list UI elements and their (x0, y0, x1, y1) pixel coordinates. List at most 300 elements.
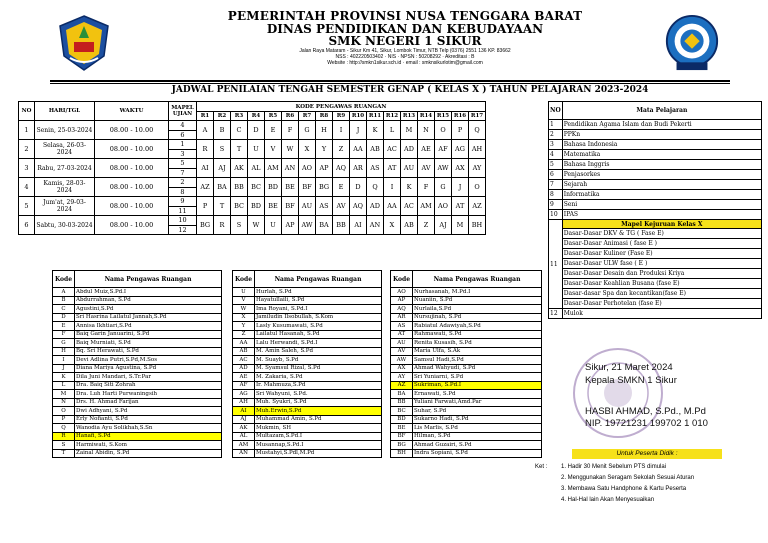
supervisor-row (233, 305, 382, 314)
supervisor-code-cell: L (384, 121, 401, 140)
kejuruan-subject: Dasar-dasar Spa dan kecantikan(fase E) (562, 289, 761, 299)
subject-row (549, 150, 762, 160)
subject-no: 2 (549, 130, 563, 140)
supervisor-code: BD (391, 415, 413, 424)
supervisor-code: AS (391, 322, 413, 331)
supervisor-header-row (53, 271, 222, 288)
schedule-row (19, 197, 486, 207)
supervisor-row (391, 347, 542, 356)
sign-role: Kepala SMKN 1 Sikur (585, 374, 677, 386)
supervisor-name: M. Amin Saleh, S.Pd (255, 347, 382, 356)
row-day-date: Selasa, 26-03-2024 (35, 140, 95, 159)
supervisor-row (233, 424, 382, 433)
kejuruan-subject: Dasar-Dasar ULW fase ( E ) (562, 259, 761, 269)
supervisor-code-cell: AB (367, 140, 384, 159)
supervisor-code-cell: AU (299, 197, 316, 216)
kejuruan-header-row (549, 220, 762, 229)
note-item (535, 484, 694, 495)
supervisor-code-cell: AL (248, 159, 265, 178)
sign-name: HASBI AHMAD, S.Pd., M.Pd (585, 405, 706, 417)
row-day-date: Jum'at, 29-03-2024 (35, 197, 95, 216)
schedule-row (19, 121, 486, 131)
row-no: 1 (19, 121, 35, 140)
schedule-row (19, 140, 486, 150)
row-time: 08.00 - 10.00 (95, 121, 169, 140)
supervisor-code-cell: BF (282, 197, 299, 216)
supervisor-code: G (53, 339, 75, 348)
room-header: R17 (469, 112, 486, 121)
supervisor-code-cell: AY (469, 159, 486, 178)
supervisor-code: BG (391, 441, 413, 450)
supervisor-row (391, 407, 542, 416)
supervisor-code: AO (391, 288, 413, 297)
supervisor-code-cell: I (384, 178, 401, 197)
row-mapel-1: 10 (169, 216, 197, 226)
supervisor-name: Sri Yuniarni, S.Pd (413, 373, 542, 382)
supervisor-code: B (53, 296, 75, 305)
supervisor-name: Nursujinah, S.Pd (413, 313, 542, 322)
supervisor-table-3 (390, 270, 542, 458)
supervisor-row (391, 381, 542, 390)
supervisor-code-cell: AM (418, 197, 435, 216)
supervisor-code-cell: BG (197, 216, 214, 235)
notes-list (535, 462, 694, 506)
supervisor-code-cell: BD (248, 197, 265, 216)
row-no: 4 (19, 178, 35, 197)
supervisor-code: H (53, 347, 75, 356)
letterhead (0, 6, 768, 80)
supervisor-row (391, 288, 542, 297)
signature-block (585, 362, 708, 431)
note-text: 4. Hal-Hal lain Akan Menyesuaikan (561, 497, 655, 503)
subject-row (549, 210, 762, 220)
note-text: 3. Membawa Satu Handphone & Kartu Peserta (561, 486, 687, 492)
subject-row (549, 140, 762, 150)
supervisor-code-cell: AW (435, 159, 452, 178)
kejuruan-label: Mapel Kejuruan Kelas X (562, 220, 761, 229)
supervisor-code: BH (391, 449, 413, 458)
supervisor-code: AM (233, 441, 255, 450)
supervisor-code-cell: F (282, 121, 299, 140)
supervisor-code-cell: R (197, 140, 214, 159)
supervisor-code: L (53, 381, 75, 390)
supervisor-code-cell: AN (282, 159, 299, 178)
supervisor-code-cell: J (350, 121, 367, 140)
supervisor-name: Muhammad Amin, S.Pd (255, 415, 382, 424)
supervisor-table-1 (52, 270, 222, 458)
row-time: 08.00 - 10.00 (95, 159, 169, 178)
supervisor-code-cell: AX (452, 159, 469, 178)
supervisor-row (391, 330, 542, 339)
supervisor-name: Sukriman, S.Pd.I (413, 381, 542, 390)
supervisor-code: AD (233, 364, 255, 373)
supervisor-code-cell: AP (282, 216, 299, 235)
supervisor-row (53, 322, 222, 331)
supervisor-name: Hayatullaili, S.Pd (255, 296, 382, 305)
supervisor-code-cell: S (231, 216, 248, 235)
subject-name: IPAS (562, 210, 761, 220)
kejuruan-row (549, 229, 762, 239)
supervisor-row (233, 432, 382, 441)
subject-table (548, 101, 762, 319)
room-header: R16 (452, 112, 469, 121)
kejuruan-subject: Dasar-Dasar Animasi ( fase E ) (562, 239, 761, 249)
supervisor-name: Nurlaila,S.Pd (413, 305, 542, 314)
row-no: 2 (19, 140, 35, 159)
supervisor-code-cell: BE (282, 178, 299, 197)
supervisor-code-cell: AB (401, 216, 418, 235)
supervisor-code: AL (233, 432, 255, 441)
subject-name: Penjasorkes (562, 170, 761, 180)
row-mapel-1: 5 (169, 159, 197, 169)
kejuruan-subject: Dasar-Dasar Keahlian Busana (fase E) (562, 279, 761, 289)
supervisor-name: Rabiatul Adawiyah,S.Pd (413, 322, 542, 331)
supervisor-code-cell: AT (384, 159, 401, 178)
supervisor-code: P (53, 415, 75, 424)
supervisor-code: M (53, 390, 75, 399)
supervisor-row (233, 313, 382, 322)
supervisor-name: Abdurrahman, S.Pd (75, 296, 222, 305)
kejuruan-row (549, 279, 762, 289)
supervisor-code: N (53, 398, 75, 407)
row-mapel-1: 9 (169, 197, 197, 207)
supervisor-code: S (53, 441, 75, 450)
supervisor-code-cell: X (299, 140, 316, 159)
supervisor-row (53, 415, 222, 424)
supervisor-code-cell: K (367, 121, 384, 140)
supervisor-name: Drs. H. Ahmad Farijan (75, 398, 222, 407)
row-day-date: Sabtu, 30-03-2024 (35, 216, 95, 235)
supervisor-code-cell: F (418, 178, 435, 197)
supervisor-name: Dila Juni Mandari, S.Tr.Par (75, 373, 222, 382)
supervisor-code-cell: Z (333, 140, 350, 159)
supervisor-code: AG (233, 390, 255, 399)
subject-row (549, 200, 762, 210)
supervisor-row (233, 330, 382, 339)
supervisor-row (391, 313, 542, 322)
supervisor-row (391, 398, 542, 407)
supervisor-code-cell: BF (299, 178, 316, 197)
kejuruan-subject: Dasar-Dasar Kuliner (Fase E) (562, 249, 761, 259)
row-mapel-2: 12 (169, 225, 197, 235)
supervisor-code-cell: Q (469, 121, 486, 140)
supervisor-row (391, 364, 542, 373)
subject-no: 5 (549, 160, 563, 170)
supervisor-code-cell: AJ (214, 159, 231, 178)
supervisor-name: Bq. Sri Herawati, S.Pd (75, 347, 222, 356)
supervisor-code-cell: AD (367, 197, 384, 216)
supervisor-code-cell: W (282, 140, 299, 159)
supervisor-code-cell: K (401, 178, 418, 197)
kejuruan-row (549, 269, 762, 279)
supervisor-row (53, 330, 222, 339)
header-rule-thin (50, 83, 730, 84)
subject-name: PPKn (562, 130, 761, 140)
supervisor-code-cell: AF (435, 140, 452, 159)
supervisor-row (53, 373, 222, 382)
supervisor-row (53, 424, 222, 433)
subject-row (549, 190, 762, 200)
supervisor-code-cell: BE (265, 197, 282, 216)
supervisor-code-cell: Z (418, 216, 435, 235)
note-text: 2. Menggunakan Seragam Sekolah Sesuai Aturan (561, 475, 695, 481)
note-item (535, 495, 694, 506)
supervisor-row (233, 381, 382, 390)
supervisor-code: AE (233, 373, 255, 382)
supervisor-row (233, 356, 382, 365)
supervisor-name: Hilman, S.Pd (413, 432, 542, 441)
supervisor-code-cell: AC (384, 140, 401, 159)
supervisor-row (233, 441, 382, 450)
supervisor-row (53, 364, 222, 373)
supervisor-code-cell: X (384, 216, 401, 235)
supervisor-code-cell: E (333, 178, 350, 197)
subject-row (549, 120, 762, 130)
supervisor-code-cell: D (248, 121, 265, 140)
subject-no: 1 (549, 120, 563, 130)
supervisor-code-cell: O (435, 121, 452, 140)
note-ket-label (535, 484, 561, 495)
kejuruan-row (549, 289, 762, 299)
row-mapel-2: 7 (169, 168, 197, 178)
col-hari: HARI/TGL (35, 102, 95, 121)
supervisor-row (53, 305, 222, 314)
supervisor-name: Samsul Hadi,S.Pd (413, 356, 542, 365)
supervisor-code: AJ (233, 415, 255, 424)
row-mapel-2: 6 (169, 130, 197, 140)
supervisor-row (53, 390, 222, 399)
supervisor-code: AK (233, 424, 255, 433)
supervisor-code-cell: T (231, 140, 248, 159)
supervisor-code: AC (233, 356, 255, 365)
schedule-row (19, 159, 486, 169)
supervisor-name: Baiq Murniati, S.Pd (75, 339, 222, 348)
supervisor-code: Y (233, 322, 255, 331)
subject-no: 10 (549, 210, 563, 220)
supervisor-code: T (53, 449, 75, 458)
schedule-row (19, 216, 486, 226)
supervisor-code-cell: P (452, 121, 469, 140)
supervisor-col-name: Nama Pengawas Ruangan (413, 271, 542, 288)
supervisor-row (233, 347, 382, 356)
ntb-province-logo-icon (56, 14, 112, 72)
subject-name: Mulok (562, 309, 761, 319)
supervisor-name: Annisa Ikhtiari,S.Pd (75, 322, 222, 331)
supervisor-code-cell: AI (197, 159, 214, 178)
supervisor-name: Devi Adlina Putri,S.Pd,M.Sos (75, 356, 222, 365)
subject-no: 3 (549, 140, 563, 150)
supervisor-name: Lalu Herwandi, S.Pd.I (255, 339, 382, 348)
supervisor-name: Yuliani Farwati,Amd.Par (413, 398, 542, 407)
supervisor-name: Rahmawati, S.Pd (413, 330, 542, 339)
supervisor-code-cell: N (418, 121, 435, 140)
supervisor-code-cell: O (469, 178, 486, 197)
supervisor-name: Multazam,S.Pd.I (255, 432, 382, 441)
supervisor-name: Dra. Luh Harti Purwaningsih (75, 390, 222, 399)
subject-no: 4 (549, 150, 563, 160)
supervisor-name: Ir. Mahmuza,S.Pd (255, 381, 382, 390)
supervisor-code-cell: BB (231, 178, 248, 197)
supervisor-code: Z (233, 330, 255, 339)
supervisor-code-cell: H (316, 121, 333, 140)
supervisor-row (391, 356, 542, 365)
supervisor-code: AX (391, 364, 413, 373)
supervisor-row (391, 322, 542, 331)
supervisor-name: Muh. Syukri, S.Pd (255, 398, 382, 407)
supervisor-name: Abdul Muiz,S.Pd.I (75, 288, 222, 297)
supervisor-code-cell: S (214, 140, 231, 159)
supervisor-code-cell: V (265, 140, 282, 159)
header-line1: PEMERINTAH PROVINSI NUSA TENGGARA BARAT (227, 9, 583, 23)
supervisor-code-cell: BD (265, 178, 282, 197)
supervisor-code-cell: AD (401, 140, 418, 159)
subject-no: 12 (549, 309, 563, 319)
supervisor-name: Nuaniin, S.Pd (413, 296, 542, 305)
room-header: R14 (418, 112, 435, 121)
supervisor-code-cell: J (452, 178, 469, 197)
supervisor-code: E (53, 322, 75, 331)
supervisor-row (391, 441, 542, 450)
subject-no: 8 (549, 190, 563, 200)
supervisor-code-cell: AO (435, 197, 452, 216)
room-header: R3 (231, 112, 248, 121)
supervisor-code-cell: AR (350, 159, 367, 178)
supervisor-code: F (53, 330, 75, 339)
supervisor-code: K (53, 373, 75, 382)
subject-name: Bahasa Inggris (562, 160, 761, 170)
supervisor-code-cell: AV (418, 159, 435, 178)
supervisor-code-cell: AS (316, 197, 333, 216)
supervisor-code: BA (391, 390, 413, 399)
supervisor-code-cell: A (197, 121, 214, 140)
supervisor-code: Q (53, 424, 75, 433)
supervisor-row (53, 356, 222, 365)
col-no: NO (19, 102, 35, 121)
notes-label: Untuk Peserta Didik : (572, 449, 722, 459)
supervisor-code-cell: BA (316, 216, 333, 235)
supervisor-code: R (53, 432, 75, 441)
room-header: R10 (350, 112, 367, 121)
supervisor-code-cell: AQ (350, 197, 367, 216)
supervisor-name: Zainal Abidin, S.Pd (75, 449, 222, 458)
row-day-date: Rabu, 27-03-2024 (35, 159, 95, 178)
room-header: R8 (316, 112, 333, 121)
supervisor-name: Erly Nofianti, S.Pd (75, 415, 222, 424)
supervisor-code-cell: AN (367, 216, 384, 235)
supervisor-code: AF (233, 381, 255, 390)
row-time: 08.00 - 10.00 (95, 197, 169, 216)
supervisor-name: Harmiwati, S.Kom (75, 441, 222, 450)
subject-row (549, 170, 762, 180)
supervisor-code-cell: G (435, 178, 452, 197)
supervisor-code-cell: U (265, 216, 282, 235)
supervisor-code: AP (391, 296, 413, 305)
supervisor-name: Muh.Erwin,S.Pd (255, 407, 382, 416)
supervisor-name: Maria Ulfa, S.Ak (413, 347, 542, 356)
supervisor-code-cell: AP (316, 159, 333, 178)
subject-name: Informatika (562, 190, 761, 200)
supervisor-name: Diana Mariya Agustina, S.Pd (75, 364, 222, 373)
supervisor-code: AW (391, 356, 413, 365)
supervisor-code-cell: M (401, 121, 418, 140)
supervisor-row (53, 441, 222, 450)
supervisor-code: BC (391, 407, 413, 416)
supervisor-row (391, 373, 542, 382)
supervisor-name: M. Syamsul Rizal, S.Pd (255, 364, 382, 373)
supervisor-row (233, 398, 382, 407)
header-line2: DINAS PENDIDIKAN DAN KEBUDAYAAN (266, 21, 544, 36)
supervisor-row (391, 390, 542, 399)
smkn1-sikur-logo-icon (662, 14, 722, 72)
kejuruan-no: 11 (549, 220, 563, 309)
supervisor-name: M. Zakaria, S.Pd (255, 373, 382, 382)
header-line3: SMK NEGERI 1 SIKUR (328, 34, 482, 49)
row-day-date: Senin, 25-03-2024 (35, 121, 95, 140)
note-ket-label (535, 495, 561, 506)
col-kode-pengawas: KODE PENGAWAS RUANGAN (197, 102, 486, 112)
supervisor-code-cell: AE (418, 140, 435, 159)
subject-no: 6 (549, 170, 563, 180)
room-header: R1 (197, 112, 214, 121)
supervisor-code-cell: AT (452, 197, 469, 216)
supervisor-name: Ernawati, S.Pd (413, 390, 542, 399)
supervisor-row (53, 432, 222, 441)
supervisor-name: Jamiludin Ilsobullah, S.Kom (255, 313, 382, 322)
supervisor-code: AA (233, 339, 255, 348)
supervisor-code: AQ (391, 305, 413, 314)
room-header: R13 (401, 112, 418, 121)
supervisor-name: Ima Royani, S.Pd.I (255, 305, 382, 314)
supervisor-code: J (53, 364, 75, 373)
note-text: 1. Hadir 30 Menit Sebelum PTS dimulai (561, 464, 667, 470)
supervisor-name: Hanafi, S.Pd (75, 432, 222, 441)
supervisor-table-2 (232, 270, 382, 458)
supervisor-code-cell: M (452, 216, 469, 235)
note-item (535, 473, 694, 484)
supervisor-row (53, 407, 222, 416)
subject-col-no: NO (549, 102, 563, 120)
supervisor-row (233, 296, 382, 305)
supervisor-name: Lailatul Hasanah, S.Pd (255, 330, 382, 339)
supervisor-name: Lis Marlis, S.Pd (413, 424, 542, 433)
supervisor-name: Wanodia Ayu Solikhah,S.Sn (75, 424, 222, 433)
col-waktu: WAKTU (95, 102, 169, 121)
supervisor-code: O (53, 407, 75, 416)
signature-space (585, 388, 708, 406)
supervisor-row (391, 424, 542, 433)
schedule-table (18, 101, 486, 235)
supervisor-code-cell: AC (401, 197, 418, 216)
supervisor-code: AI (233, 407, 255, 416)
supervisor-code: AN (233, 449, 255, 458)
supervisor-code-cell: AZ (197, 178, 214, 197)
supervisor-code: AH (233, 398, 255, 407)
supervisor-row (53, 398, 222, 407)
supervisor-code: BB (391, 398, 413, 407)
kejuruan-row (549, 299, 762, 309)
supervisor-code: AR (391, 313, 413, 322)
supervisor-code-cell: AV (333, 197, 350, 216)
subject-name: Sejarah (562, 180, 761, 190)
room-header: R12 (384, 112, 401, 121)
letterhead-text (160, 10, 650, 67)
supervisor-name: Dwi Adhyani, S.Pd (75, 407, 222, 416)
supervisor-code-cell: BC (231, 197, 248, 216)
schedule-row (19, 178, 486, 188)
room-header: R4 (248, 112, 265, 121)
supervisor-row (53, 381, 222, 390)
supervisor-code-cell: AJ (435, 216, 452, 235)
